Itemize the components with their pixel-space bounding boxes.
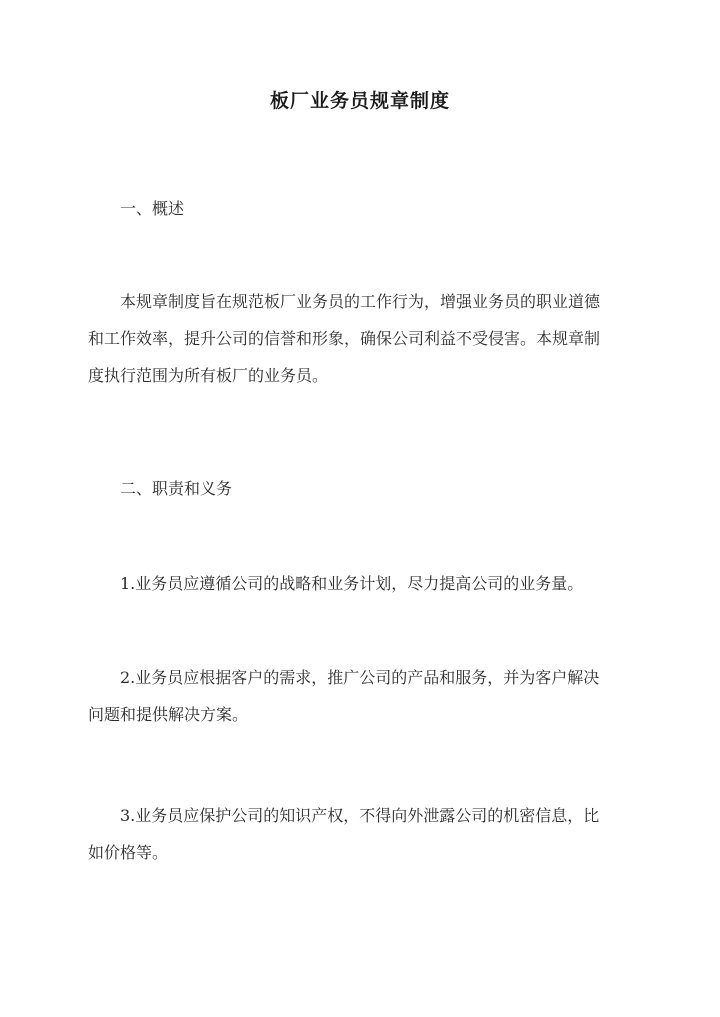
paragraph-line: 2.业务员应根据客户的需求，推广公司的产品和服务，并为客户解决 <box>120 668 600 687</box>
paragraph-line: 问题和提供解决方案。 <box>88 705 249 724</box>
document-title: 板厂业务员规章制度 <box>269 90 450 112</box>
overview-paragraph <box>88 283 632 394</box>
paragraph-line: 和工作效率，提升公司的信誉和形象，确保公司利益不受侵害。本规章制 <box>88 329 601 348</box>
paragraph-line: 度执行范围为所有板厂的业务员。 <box>88 366 329 385</box>
section-heading-overview: 一、概述 <box>120 199 185 218</box>
section-heading-duties: 二、职责和义务 <box>120 479 233 498</box>
duty-item-1 <box>88 565 632 602</box>
paragraph-line: 1.业务员应遵循公司的战略和业务计划，尽力提高公司的业务量。 <box>120 574 584 593</box>
paragraph-line: 本规章制度旨在规范板厂业务员的工作行为，增强业务员的职业道德 <box>120 292 601 311</box>
duty-item-3 <box>88 797 632 871</box>
paragraph-line: 如价格等。 <box>88 843 169 862</box>
duty-item-2 <box>88 659 632 733</box>
paragraph-line: 3.业务员应保护公司的知识产权，不得向外泄露公司的机密信息，比 <box>120 806 600 825</box>
